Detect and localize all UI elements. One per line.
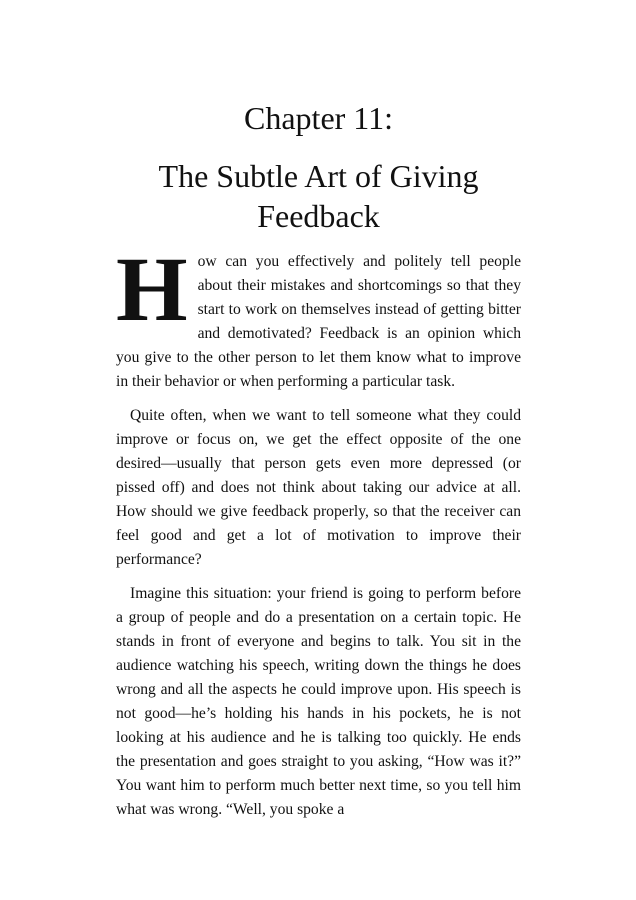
paragraph: Imagine this situation: your friend is going to perform before a group of people and do a presentation on a certain topic. He stands in front of everyone and begins to talk. You sit in the audience watching his speech, writing down the things he does wrong and all the aspects he could improve upon. His speech is not good—he’s holding his hands in his pockets, he is not looking at his audience and he is talking too quickly. He ends the presentation and goes straight to you asking, “How was it?” You want him to perform much better next time, so you tell him what was wrong. “Well, you spoke a [116, 585, 521, 818]
paragraph [116, 238, 521, 394]
chapter-number: Chapter 11: [244, 100, 393, 136]
drop-cap: H [116, 238, 188, 340]
chapter-body [116, 238, 521, 832]
book-page [116, 0, 521, 900]
paragraph: Quite often, when we want to tell someone what they could improve or focus on, we get the effect opposite of the one desired—usually that person gets even more depressed (or pissed off) and does not think about taking our advice at all. How should we give feedback properly, so that the receiver can feel good and get a lot of motivation to improve their performance? [116, 407, 521, 568]
paragraph-text: ow can you effectively and politely tell people about their mistakes and shortcomings so that they start to work on themselves instead of getting bitter and demotivated? Feedback is an opinion which you give to the other person to let them know what to improve in their behavior or when performing a particular task. [116, 253, 521, 390]
chapter-title: The Subtle Art of Giving Feedback [158, 158, 479, 234]
